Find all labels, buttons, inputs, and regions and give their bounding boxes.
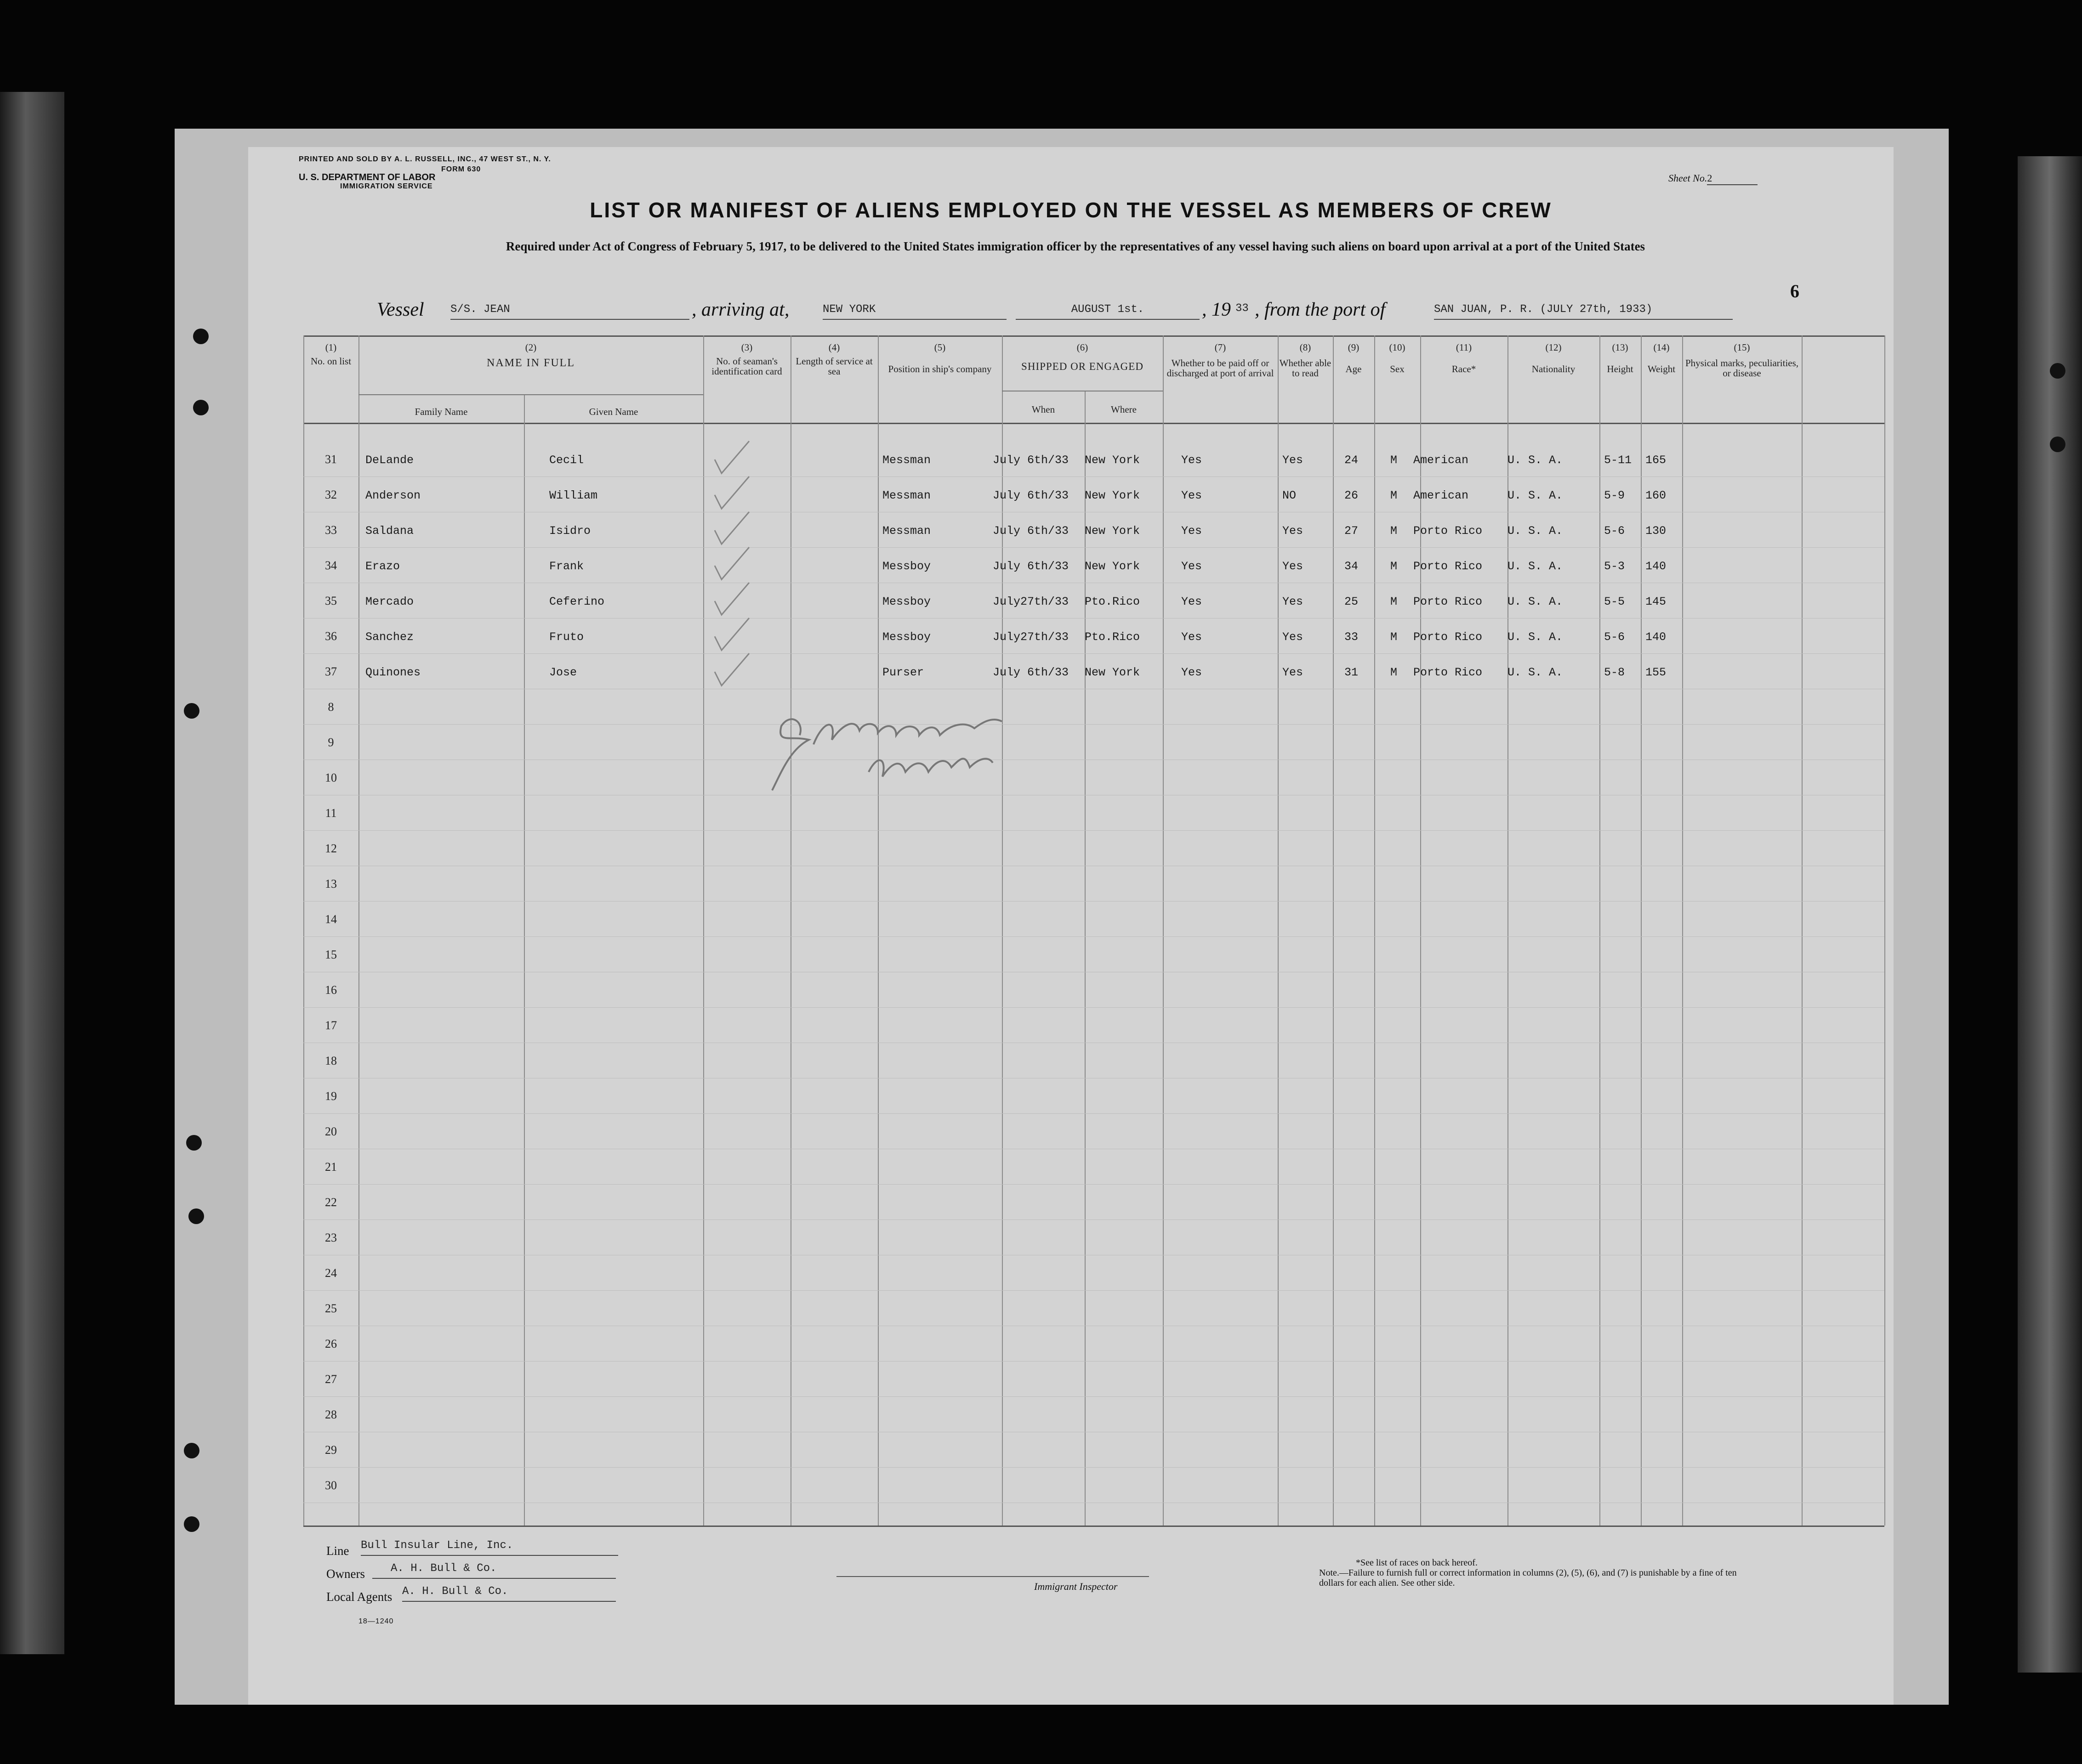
column-line bbox=[1682, 335, 1683, 1526]
cell-where: Pto.Rico bbox=[1085, 595, 1140, 608]
col5-label: Position in ship's company bbox=[888, 363, 992, 374]
cell-when: July 6th/33 bbox=[993, 489, 1069, 502]
cell-family: Sanchez bbox=[365, 630, 414, 644]
binder-hole bbox=[184, 703, 199, 719]
row-number: 21 bbox=[325, 1160, 337, 1174]
cell-where: New York bbox=[1085, 524, 1140, 538]
cell-given: Ceferino bbox=[549, 595, 605, 608]
vessel-name: S/S. JEAN bbox=[450, 303, 689, 320]
row-number: 27 bbox=[325, 1373, 337, 1386]
cell-weight: 165 bbox=[1645, 454, 1667, 467]
cell-race: Porto Rico bbox=[1413, 595, 1483, 608]
name-divider bbox=[358, 394, 703, 395]
check-mark bbox=[712, 651, 754, 688]
row-number: 14 bbox=[325, 913, 337, 926]
column-line bbox=[1374, 335, 1375, 1526]
col6-header bbox=[1002, 342, 1163, 372]
cell-nationality: U. S. A. bbox=[1507, 489, 1563, 502]
cell-paid-off: Yes bbox=[1181, 524, 1202, 538]
cell-nationality: U. S. A. bbox=[1507, 524, 1563, 538]
col1-header bbox=[303, 342, 358, 366]
col2-label: NAME IN FULL bbox=[487, 357, 575, 369]
cell-position: Purser bbox=[882, 666, 924, 679]
local-agents-value: A. H. Bull & Co. bbox=[402, 1585, 616, 1602]
form-subtitle: Required under Act of Congress of February 5, 1917, to be delivered to the United States immigration officer by the representatives of any vessel having such aliens on board upon arrival at a port of the United States bbox=[506, 239, 1645, 253]
row-number: 19 bbox=[325, 1089, 337, 1103]
inspector-signature bbox=[763, 680, 1048, 809]
cell-read: Yes bbox=[1282, 560, 1303, 573]
col6-number: (6) bbox=[1076, 342, 1088, 353]
row-number: 31 bbox=[325, 453, 337, 466]
cell-weight: 155 bbox=[1645, 666, 1667, 679]
cell-age: 25 bbox=[1344, 595, 1359, 608]
cell-sex: M bbox=[1390, 560, 1398, 573]
cell-family: Erazo bbox=[365, 560, 400, 573]
row-number: 13 bbox=[325, 877, 337, 891]
col8-header bbox=[1278, 342, 1333, 378]
cell-nationality: U. S. A. bbox=[1507, 630, 1563, 644]
row-line bbox=[303, 1396, 1884, 1397]
row-number: 32 bbox=[325, 488, 337, 501]
column-line bbox=[1002, 335, 1003, 1526]
row-number: 33 bbox=[325, 523, 337, 537]
sheet-value: 2 bbox=[1707, 172, 1758, 185]
cell-height: 5-6 bbox=[1604, 630, 1625, 644]
cell-given: Isidro bbox=[549, 524, 591, 538]
check-mark bbox=[712, 616, 754, 652]
inspector-signature-line bbox=[836, 1576, 1149, 1577]
year: 33 bbox=[1235, 302, 1249, 315]
cell-read: Yes bbox=[1282, 666, 1303, 679]
row-number: 9 bbox=[328, 736, 334, 749]
col10-label: Sex bbox=[1390, 363, 1405, 374]
col12-label: Nationality bbox=[1531, 363, 1576, 374]
cell-where: New York bbox=[1085, 454, 1140, 467]
cell-weight: 130 bbox=[1645, 524, 1667, 538]
cell-sex: M bbox=[1390, 595, 1398, 608]
arriving-port: NEW YORK bbox=[823, 303, 1007, 320]
cell-age: 31 bbox=[1344, 666, 1359, 679]
col4-header bbox=[791, 342, 878, 376]
from-label: , from the port of bbox=[1255, 299, 1386, 320]
cell-where: New York bbox=[1085, 489, 1140, 502]
sheet-number bbox=[1668, 172, 1758, 185]
cell-read: NO bbox=[1282, 489, 1297, 502]
cell-weight: 145 bbox=[1645, 595, 1667, 608]
cell-read: Yes bbox=[1282, 524, 1303, 538]
cell-race: American bbox=[1413, 454, 1469, 467]
cell-nationality: U. S. A. bbox=[1507, 560, 1563, 573]
cell-given: Jose bbox=[549, 666, 577, 679]
row-number: 26 bbox=[325, 1337, 337, 1350]
department: U. S. DEPARTMENT OF LABOR bbox=[299, 172, 436, 182]
cell-sex: M bbox=[1390, 454, 1398, 467]
col13-header bbox=[1599, 342, 1641, 374]
check-mark bbox=[712, 474, 754, 511]
col12-header bbox=[1507, 342, 1599, 374]
penalty-note: Note.—Failure to furnish full or correct information in columns (2), (5), (6), and (7) is punishable by a fine of ten dollars for each alien. See other side. bbox=[1319, 1568, 1737, 1588]
col15-number: (15) bbox=[1734, 342, 1750, 353]
binder-hole bbox=[184, 1516, 199, 1532]
row-number: 18 bbox=[325, 1054, 337, 1067]
cell-paid-off: Yes bbox=[1181, 454, 1202, 467]
cell-when: July 6th/33 bbox=[993, 524, 1069, 538]
column-line bbox=[524, 395, 525, 1526]
row-number: 24 bbox=[325, 1266, 337, 1280]
column-line bbox=[1641, 335, 1642, 1526]
col11-number: (11) bbox=[1456, 342, 1472, 353]
when-header: When bbox=[1031, 404, 1055, 415]
row-number: 37 bbox=[325, 665, 337, 678]
cell-where: New York bbox=[1085, 666, 1140, 679]
row-number: 30 bbox=[325, 1479, 337, 1492]
col9-label: Age bbox=[1345, 363, 1362, 374]
col15-label: Physical marks, peculiarities, or disease bbox=[1685, 357, 1799, 379]
cell-given: Cecil bbox=[549, 454, 584, 467]
service: IMMIGRATION SERVICE bbox=[340, 182, 433, 190]
col10-number: (10) bbox=[1389, 342, 1405, 353]
col4-label: Length of service at sea bbox=[796, 356, 873, 377]
row-line bbox=[303, 1290, 1884, 1291]
col11-header bbox=[1420, 342, 1507, 374]
col9-number: (9) bbox=[1348, 342, 1360, 353]
row-number: 20 bbox=[325, 1125, 337, 1138]
column-line bbox=[1333, 335, 1334, 1526]
row-number: 29 bbox=[325, 1443, 337, 1457]
cell-position: Messman bbox=[882, 454, 931, 467]
line-label: Line bbox=[326, 1544, 349, 1558]
year-prefix: , 19 bbox=[1202, 299, 1231, 320]
col5-number: (5) bbox=[934, 342, 946, 353]
check-mark bbox=[712, 580, 754, 617]
races-note: *See list of races on back hereof. bbox=[1356, 1558, 1478, 1568]
col7-header bbox=[1163, 342, 1278, 378]
cell-read: Yes bbox=[1282, 595, 1303, 608]
row-line bbox=[303, 936, 1884, 937]
printer-line: PRINTED AND SOLD BY A. L. RUSSELL, INC., 47 WEST ST., N. Y. bbox=[299, 155, 551, 163]
form-title: LIST OR MANIFEST OF ALIENS EMPLOYED ON THE VESSEL AS MEMBERS OF CREW bbox=[590, 198, 1552, 222]
binder-right bbox=[2018, 156, 2082, 1673]
arriving-label: , arriving at, bbox=[692, 299, 790, 320]
cell-position: Messboy bbox=[882, 560, 931, 573]
column-line bbox=[1507, 335, 1508, 1526]
column-line bbox=[1599, 335, 1600, 1526]
row-number: 25 bbox=[325, 1302, 337, 1315]
cell-weight: 160 bbox=[1645, 489, 1667, 502]
cell-when: July 6th/33 bbox=[993, 560, 1069, 573]
col13-number: (13) bbox=[1612, 342, 1628, 353]
owners-value: A. H. Bull & Co. bbox=[372, 1562, 616, 1579]
from-port: SAN JUAN, P. R. (JULY 27th, 1933) bbox=[1434, 303, 1733, 320]
row-number: 36 bbox=[325, 630, 337, 643]
column-line bbox=[703, 335, 704, 1526]
cell-race: Porto Rico bbox=[1413, 666, 1483, 679]
column-line bbox=[1278, 335, 1279, 1526]
cell-given: Fruto bbox=[549, 630, 584, 644]
row-number: 23 bbox=[325, 1231, 337, 1244]
corner-number: 6 bbox=[1790, 281, 1799, 301]
col6-label: SHIPPED OR ENGAGED bbox=[1021, 361, 1143, 372]
line-value: Bull Insular Line, Inc. bbox=[361, 1539, 618, 1556]
cell-when: July27th/33 bbox=[993, 630, 1069, 644]
cell-given: Frank bbox=[549, 560, 584, 573]
binder-hole bbox=[193, 400, 209, 415]
col1-label: No. on list bbox=[310, 356, 352, 367]
row-line bbox=[303, 1007, 1884, 1008]
cell-position: Messboy bbox=[882, 630, 931, 644]
cell-height: 5-5 bbox=[1604, 595, 1625, 608]
cell-family: Anderson bbox=[365, 489, 421, 502]
form-code: 18—1240 bbox=[358, 1617, 394, 1625]
row-line bbox=[303, 1113, 1884, 1114]
cell-nationality: U. S. A. bbox=[1507, 454, 1563, 467]
col11-label: Race* bbox=[1451, 363, 1476, 374]
cell-race: Porto Rico bbox=[1413, 560, 1483, 573]
cell-position: Messman bbox=[882, 524, 931, 538]
check-mark bbox=[712, 439, 754, 476]
binder-hole bbox=[186, 1135, 202, 1151]
col15-header bbox=[1682, 342, 1802, 378]
arrival-date: AUGUST 1st. bbox=[1016, 303, 1200, 320]
col3-number: (3) bbox=[741, 342, 753, 353]
column-line bbox=[303, 335, 304, 1526]
cell-read: Yes bbox=[1282, 454, 1303, 467]
cell-family: Quinones bbox=[365, 666, 421, 679]
cell-age: 27 bbox=[1344, 524, 1359, 538]
column-line bbox=[1163, 335, 1164, 1526]
col5-header bbox=[878, 342, 1002, 374]
column-line bbox=[1420, 335, 1421, 1526]
col3-header bbox=[703, 342, 791, 376]
col2-header bbox=[358, 342, 703, 368]
row-line bbox=[303, 476, 1884, 477]
local-agents-label: Local Agents bbox=[326, 1590, 393, 1604]
where-header: Where bbox=[1111, 404, 1137, 415]
cell-nationality: U. S. A. bbox=[1507, 666, 1563, 679]
binder-hole bbox=[188, 1208, 204, 1224]
row-number: 8 bbox=[328, 700, 334, 714]
vessel-label: Vessel bbox=[377, 299, 424, 320]
table-top-border bbox=[303, 335, 1884, 337]
row-number: 17 bbox=[325, 1019, 337, 1032]
cell-given: William bbox=[549, 489, 598, 502]
row-number: 34 bbox=[325, 559, 337, 572]
cell-age: 33 bbox=[1344, 630, 1359, 644]
row-number: 35 bbox=[325, 594, 337, 607]
sheet-label: Sheet No. bbox=[1668, 172, 1707, 184]
cell-when: July 6th/33 bbox=[993, 666, 1069, 679]
cell-family: Mercado bbox=[365, 595, 414, 608]
col7-number: (7) bbox=[1214, 342, 1226, 353]
cell-race: Porto Rico bbox=[1413, 630, 1483, 644]
row-line bbox=[303, 1467, 1884, 1468]
col9-header bbox=[1333, 342, 1374, 374]
cell-paid-off: Yes bbox=[1181, 630, 1202, 644]
row-number: 11 bbox=[325, 806, 337, 820]
row-line bbox=[303, 901, 1884, 902]
column-line bbox=[1884, 335, 1885, 1526]
cell-race: Porto Rico bbox=[1413, 524, 1483, 538]
col14-header bbox=[1641, 342, 1682, 374]
cell-when: July27th/33 bbox=[993, 595, 1069, 608]
row-number: 12 bbox=[325, 842, 337, 855]
cell-sex: M bbox=[1390, 666, 1398, 679]
cell-read: Yes bbox=[1282, 630, 1303, 644]
table-bottom-border bbox=[303, 1526, 1884, 1527]
cell-position: Messboy bbox=[882, 595, 931, 608]
check-mark bbox=[712, 545, 754, 582]
footer-notes bbox=[1319, 1558, 1751, 1588]
col8-number: (8) bbox=[1299, 342, 1311, 353]
cell-sex: M bbox=[1390, 630, 1398, 644]
owners-label: Owners bbox=[326, 1567, 365, 1581]
row-number: 16 bbox=[325, 983, 337, 997]
check-mark bbox=[712, 510, 754, 546]
binder-left bbox=[0, 92, 64, 1654]
col3-label: No. of seaman's identification card bbox=[711, 356, 782, 377]
col2-number: (2) bbox=[525, 342, 537, 353]
column-line bbox=[358, 335, 359, 1526]
cell-family: DeLande bbox=[365, 454, 414, 467]
cell-sex: M bbox=[1390, 489, 1398, 502]
cell-position: Messman bbox=[882, 489, 931, 502]
row-number: 22 bbox=[325, 1196, 337, 1209]
cell-where: New York bbox=[1085, 560, 1140, 573]
col14-label: Weight bbox=[1647, 363, 1676, 374]
col7-label: Whether to be paid off or discharged at port of arrival bbox=[1166, 357, 1274, 379]
inspector-label: Immigrant Inspector bbox=[1034, 1581, 1118, 1592]
given-name-header: Given Name bbox=[589, 406, 638, 417]
row-number: 15 bbox=[325, 948, 337, 961]
table-header-border bbox=[303, 423, 1884, 424]
binder-hole bbox=[2050, 363, 2065, 379]
cell-paid-off: Yes bbox=[1181, 595, 1202, 608]
col1-number: (1) bbox=[325, 342, 337, 353]
col13-label: Height bbox=[1607, 363, 1633, 374]
row-number: 10 bbox=[325, 771, 337, 784]
row-line bbox=[303, 653, 1884, 654]
cell-nationality: U. S. A. bbox=[1507, 595, 1563, 608]
cell-age: 34 bbox=[1344, 560, 1359, 573]
cell-paid-off: Yes bbox=[1181, 666, 1202, 679]
cell-age: 26 bbox=[1344, 489, 1359, 502]
cell-paid-off: Yes bbox=[1181, 489, 1202, 502]
family-name-header: Family Name bbox=[415, 406, 468, 417]
row-line bbox=[303, 547, 1884, 548]
column-line bbox=[1802, 335, 1803, 1526]
row-line bbox=[303, 1184, 1884, 1185]
cell-height: 5-11 bbox=[1604, 454, 1632, 467]
col12-number: (12) bbox=[1545, 342, 1562, 353]
cell-race: American bbox=[1413, 489, 1469, 502]
row-line bbox=[303, 724, 1884, 725]
manifest-sheet bbox=[248, 147, 1894, 1705]
cell-paid-off: Yes bbox=[1181, 560, 1202, 573]
col10-header bbox=[1374, 342, 1420, 374]
row-line bbox=[303, 830, 1884, 831]
col14-number: (14) bbox=[1653, 342, 1670, 353]
cell-height: 5-6 bbox=[1604, 524, 1625, 538]
binder-hole bbox=[193, 329, 209, 344]
form-number: FORM 630 bbox=[441, 165, 481, 173]
cell-sex: M bbox=[1390, 524, 1398, 538]
cell-height: 5-9 bbox=[1604, 489, 1625, 502]
cell-age: 24 bbox=[1344, 454, 1359, 467]
row-number: 28 bbox=[325, 1408, 337, 1421]
row-line bbox=[303, 1219, 1884, 1220]
cell-height: 5-8 bbox=[1604, 666, 1625, 679]
cell-weight: 140 bbox=[1645, 630, 1667, 644]
cell-where: Pto.Rico bbox=[1085, 630, 1140, 644]
cell-when: July 6th/33 bbox=[993, 454, 1069, 467]
cell-height: 5-3 bbox=[1604, 560, 1625, 573]
binder-hole bbox=[184, 1443, 199, 1458]
cell-weight: 140 bbox=[1645, 560, 1667, 573]
col8-label: Whether able to read bbox=[1279, 357, 1331, 379]
cell-family: Saldana bbox=[365, 524, 414, 538]
binder-hole bbox=[2050, 437, 2065, 452]
column-line bbox=[878, 335, 879, 1526]
col4-number: (4) bbox=[828, 342, 840, 353]
